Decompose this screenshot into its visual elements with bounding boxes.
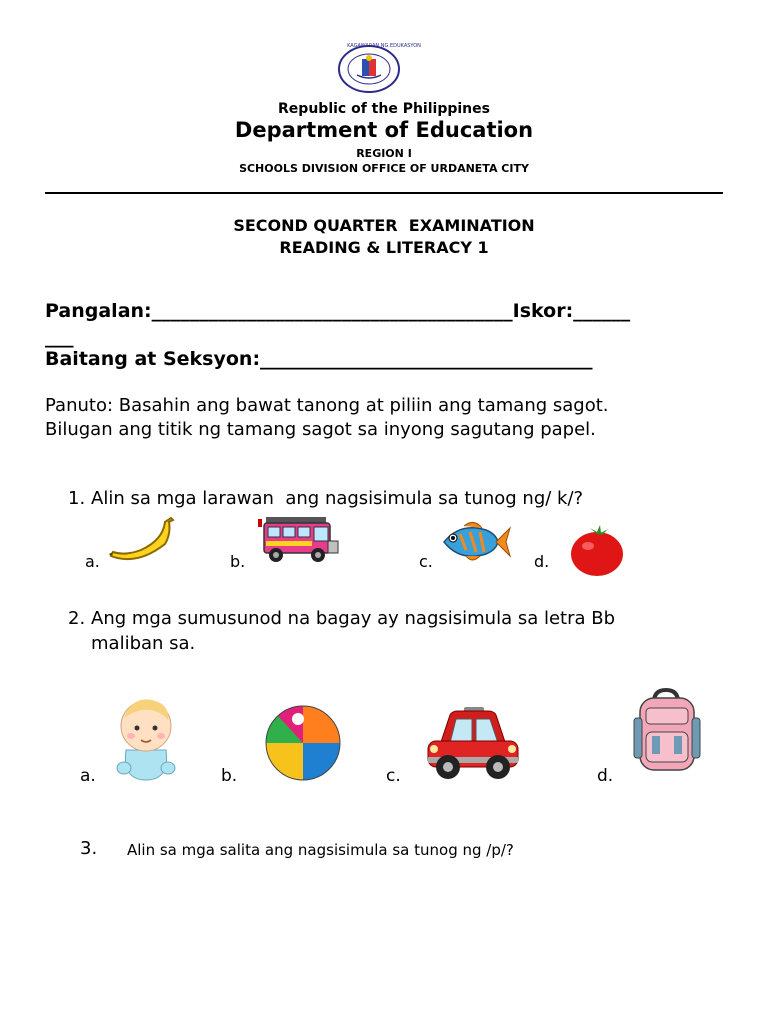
car-image: [424, 705, 522, 785]
backpack-image: [630, 688, 706, 776]
header-divider: [45, 192, 723, 194]
name-field-wrap: ___: [45, 326, 74, 348]
grade-section-field[interactable]: Baitang at Seksyon:___________________________________: [45, 348, 593, 370]
republic-label: Republic of the Philippines: [278, 101, 490, 117]
q1-option-c-letter[interactable]: c.: [419, 552, 433, 571]
q1-option-b-letter[interactable]: b.: [230, 552, 246, 571]
question-1-number: 1.: [68, 488, 86, 509]
banana-image: [107, 514, 175, 568]
department-title: Department of Education: [234, 118, 534, 142]
beach-ball-image: [264, 703, 342, 783]
q1-option-a-letter[interactable]: a.: [85, 552, 100, 571]
fish-image: [440, 516, 512, 568]
division-label: SCHOOLS DIVISION OFFICE OF URDANETA CITY: [239, 162, 529, 175]
q2-option-c-letter[interactable]: c.: [386, 766, 401, 786]
question-2-text-line-1: Ang mga sumusunod na bagay ay nagsisimula sa letra Bb: [91, 608, 616, 629]
region-label: REGION I: [356, 147, 412, 160]
q1-option-d-letter[interactable]: d.: [534, 552, 550, 571]
exam-title: SECOND QUARTER EXAMINATION: [233, 216, 535, 235]
jeepney-image: [254, 511, 340, 569]
question-3-number: 3.: [80, 838, 98, 859]
question-2-number: 2.: [68, 608, 86, 629]
q2-option-d-letter[interactable]: d.: [597, 766, 614, 786]
instructions-line-2: Bilugan ang titik ng tamang sagot sa inyong sagutang papel.: [45, 419, 596, 440]
baby-image: [112, 694, 178, 782]
q2-option-b-letter[interactable]: b.: [221, 766, 238, 786]
exam-subject: READING & LITERACY 1: [279, 238, 489, 257]
q2-option-a-letter[interactable]: a.: [80, 766, 96, 786]
name-score-field[interactable]: Pangalan:______________________________________Iskor:______: [45, 300, 631, 322]
deped-seal: [338, 45, 400, 93]
question-2-text-line-2: maliban sa.: [91, 633, 196, 654]
question-1-text: Alin sa mga larawan ang nagsisimula sa tunog ng/ k/?: [91, 488, 584, 509]
question-3-text: Alin sa mga salita ang nagsisimula sa tunog ng /p/?: [127, 841, 514, 859]
seal-text: KAGAWARAN NG EDUKASYON: [347, 43, 421, 49]
tomato-image: [568, 522, 626, 578]
instructions-line-1: Panuto: Basahin ang bawat tanong at piliin ang tamang sagot.: [45, 395, 609, 416]
